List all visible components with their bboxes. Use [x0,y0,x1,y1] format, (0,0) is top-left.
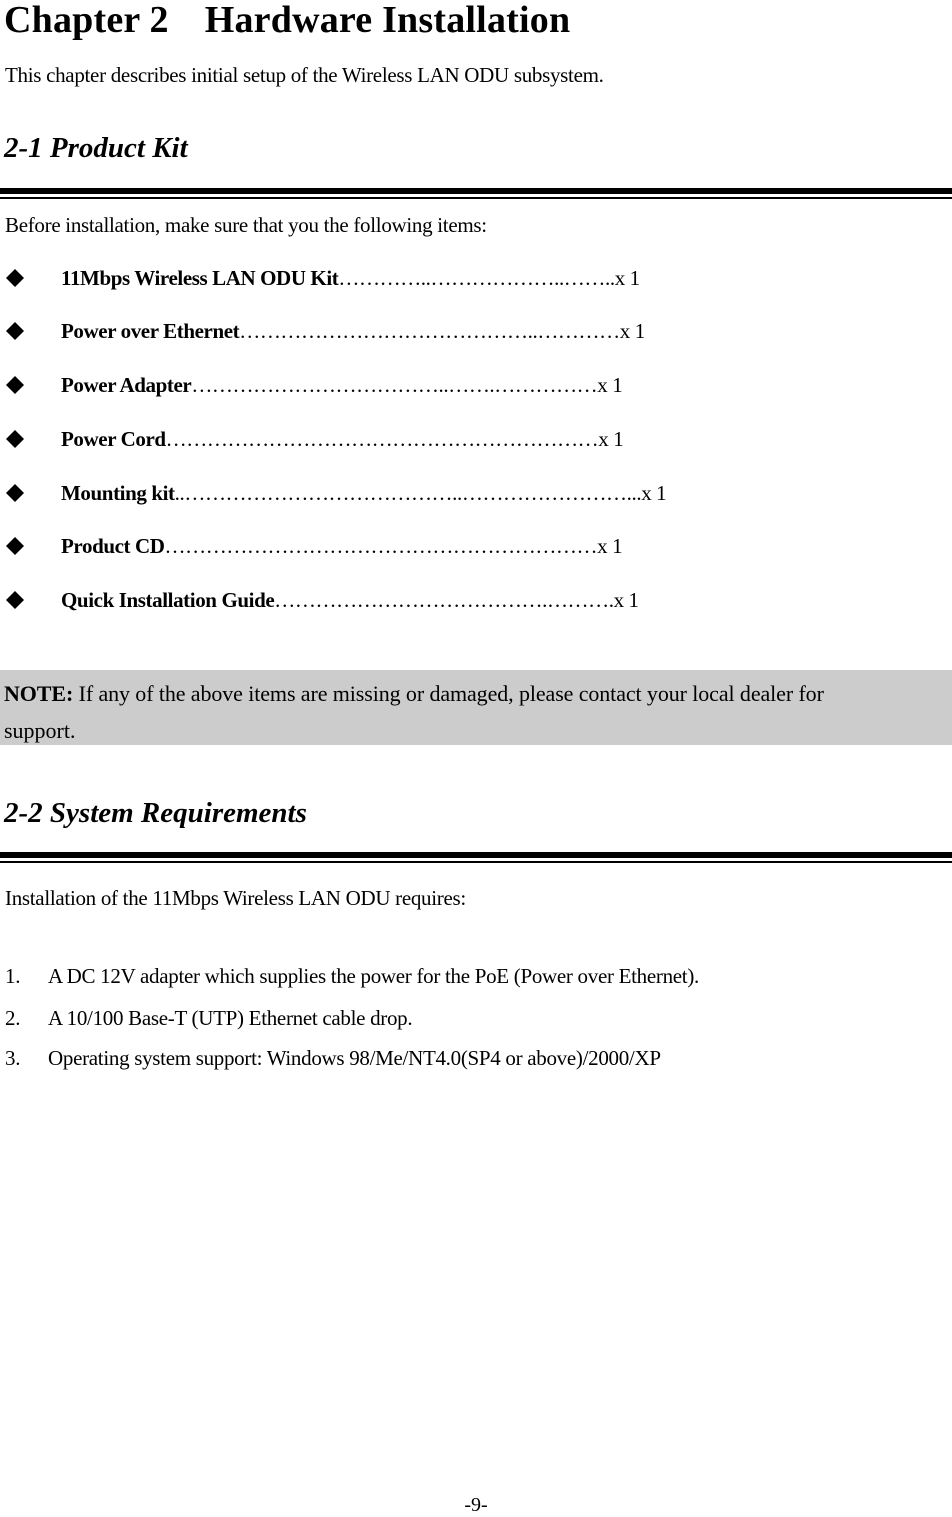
diamond-bullet-icon [6,376,24,394]
diamond-bullet-icon [6,591,24,609]
kit-item-leader: ……………………………………..………… [239,319,620,343]
kit-item-qty: x 1 [641,481,667,505]
chapter-name: Hardware Installation [204,0,571,41]
diamond-bullet-icon [6,269,24,287]
kit-item-qty: x 1 [597,373,623,397]
system-requirements-lead: Installation of the 11Mbps Wireless LAN ODU requires: [5,886,466,910]
kit-item-leader: ..…………………………………..……………………... [174,481,642,505]
diamond-bullet-icon [6,430,24,448]
kit-item-name: Mounting kit [61,481,175,505]
kit-item-qty: x 1 [614,266,640,290]
requirement-text: A 10/100 Base-T (UTP) Ethernet cable drop. [48,1006,413,1030]
requirement-text: Operating system support: Windows 98/Me/NT4.0(SP4 or above)/2000/XP [48,1046,661,1070]
note-text: If any of the above items are missing or damaged, please contact your local dealer for [73,681,824,706]
section-divider [0,852,952,863]
page-number: -9- [464,1494,488,1516]
section-divider [0,188,952,199]
requirement-number: 3. [5,1046,21,1070]
kit-item-qty: x 1 [597,534,623,558]
note-label: NOTE: [4,681,74,706]
chapter-number: Chapter 2 [4,0,169,41]
kit-item-name: Product CD [61,534,165,558]
note-line [4,681,824,707]
kit-item-name: Power Cord [61,427,166,451]
product-kit-lead: Before installation, make sure that you the following items: [5,213,487,237]
kit-item-leader: ………………………………..…….…………… [191,373,598,397]
kit-item-name: Quick Installation Guide [61,588,275,612]
note-text-continued: support. [4,718,76,743]
kit-item-name: Power over Ethernet [61,319,240,343]
chapter-title [4,0,570,42]
requirement-number: 2. [5,1006,21,1030]
kit-item-qty: x 1 [619,319,645,343]
kit-item-name: Power Adapter [61,373,192,397]
kit-item-leader: …………..………………..…….. [338,266,615,290]
kit-item-qty: x 1 [613,588,639,612]
requirement-text: A DC 12V adapter which supplies the power for the PoE (Power over Ethernet). [48,964,699,988]
kit-item-name: 11Mbps Wireless LAN ODU Kit [61,266,339,290]
diamond-bullet-icon [6,537,24,555]
kit-item-leader: ……………………………………………………… [165,427,599,451]
kit-item-leader: ……………………………………………………… [164,534,598,558]
diamond-bullet-icon [6,484,24,502]
section-heading-system-requirements: 2-2 System Requirements [4,797,307,829]
requirement-number: 1. [5,964,21,988]
diamond-bullet-icon [6,322,24,340]
section-heading-product-kit: 2-1 Product Kit [4,132,188,164]
chapter-intro: This chapter describes initial setup of the Wireless LAN ODU subsystem. [5,63,604,87]
kit-item-leader: ………………………………….………. [274,588,614,612]
kit-item-qty: x 1 [598,427,624,451]
